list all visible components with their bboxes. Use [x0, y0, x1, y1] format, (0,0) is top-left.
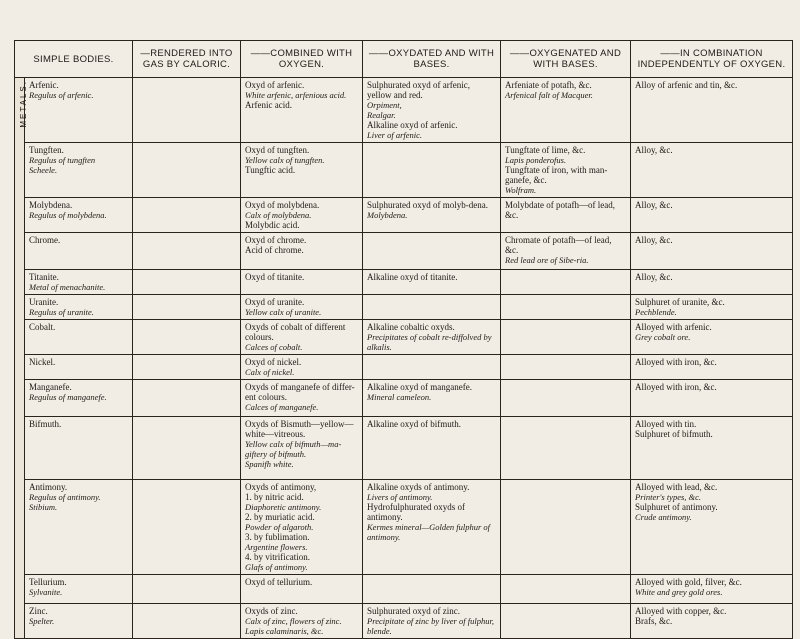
cell-line: Alkaline cobaltic oxyds.	[367, 322, 455, 332]
cell-line: Printer's types, &c.	[635, 492, 702, 502]
cell-caloric	[133, 198, 241, 233]
cell-simple	[25, 233, 133, 270]
cell-line: White arfenic, arfenious acid.	[245, 90, 347, 100]
cell-line: Stibium.	[29, 502, 58, 512]
cell-line: 1. by nitric acid.	[245, 492, 304, 502]
cell-line: Precipitates of cobalt re-diffolved by alkalis.	[367, 332, 492, 352]
cell-line: Sylvanite.	[29, 587, 63, 597]
cell-oxygen	[241, 380, 363, 417]
cell-oxydated	[363, 143, 501, 198]
cell-independently	[631, 320, 793, 355]
cell-independently	[631, 270, 793, 295]
cell-line: Sulphurated oxyd of arfenic, yellow and red.	[367, 80, 470, 100]
cell-line: Calx of zinc, flowers of zinc.	[245, 616, 342, 626]
cell-independently	[631, 480, 793, 575]
cell-line: Liver of arfenic.	[367, 130, 423, 140]
cell-oxygen	[241, 233, 363, 270]
cell-line: Uranite.	[29, 297, 59, 307]
cell-line: Molybdena.	[29, 200, 73, 210]
cell-oxydated	[363, 198, 501, 233]
cell-simple	[25, 604, 133, 639]
cell-line: Oxyds of zinc.	[245, 606, 298, 616]
cell-line: Mineral cameleon.	[367, 392, 432, 402]
cell-line: Arfenical falt of Macquer.	[505, 90, 593, 100]
cell-line: Calces of cobalt.	[245, 342, 303, 352]
cell-oxygen	[241, 355, 363, 380]
cell-oxydated	[363, 417, 501, 480]
cell-oxygenated	[501, 320, 631, 355]
cell-line: Alkaline oxyd of manganefe.	[367, 382, 472, 392]
cell-simple	[25, 78, 133, 143]
cell-line: Sulphurated oxyd of zinc.	[367, 606, 460, 616]
cell-oxygen	[241, 143, 363, 198]
cell-line: Regulus of antimony.	[29, 492, 101, 502]
table-row	[15, 575, 793, 604]
cell-line: Alloyed with iron, &c.	[635, 382, 717, 392]
chemistry-table	[14, 40, 793, 639]
cell-caloric	[133, 295, 241, 320]
cell-line: Oxyds of manganefe of differ-ent colours.	[245, 382, 355, 402]
cell-independently	[631, 417, 793, 480]
cell-line: Chromate of potafh—of lead, &c.	[505, 235, 612, 255]
cell-line: Tungftate of iron, with man-ganefe, &c.	[505, 165, 608, 185]
cell-oxygenated	[501, 295, 631, 320]
cell-oxydated	[363, 78, 501, 143]
cell-caloric	[133, 233, 241, 270]
cell-line: Sulphuret of uranite, &c.	[635, 297, 725, 307]
cell-line: Alkaline oxyd of titanite.	[367, 272, 458, 282]
cell-independently	[631, 355, 793, 380]
cell-line: Oxyd of nickel.	[245, 357, 302, 367]
cell-line: Arfeniate of potafh, &c.	[505, 80, 592, 90]
cell-line: Pechblende.	[635, 307, 677, 317]
cell-simple	[25, 143, 133, 198]
cell-line: Oxyd of chrome.	[245, 235, 307, 245]
cell-line: Tungftic acid.	[245, 165, 296, 175]
cell-line: Acid of chrome.	[245, 245, 304, 255]
cell-oxygenated	[501, 575, 631, 604]
cell-line: Bifmuth.	[29, 419, 62, 429]
cell-line: Arfenic acid.	[245, 100, 292, 110]
cell-caloric	[133, 417, 241, 480]
cell-line: Alloy, &c.	[635, 200, 673, 210]
cell-line: Alloy, &c.	[635, 272, 673, 282]
cell-caloric	[133, 270, 241, 295]
cell-simple	[25, 320, 133, 355]
cell-simple	[25, 575, 133, 604]
cell-line: Alloy of arfenic and tin, &c.	[635, 80, 738, 90]
cell-line: Wolfram.	[505, 185, 537, 195]
cell-line: Powder of algaroth.	[245, 522, 314, 532]
cell-line: 3. by fublimation.	[245, 532, 310, 542]
cell-line: 2. by muriatic acid.	[245, 512, 315, 522]
cell-line: Alloy, &c.	[635, 145, 673, 155]
cell-oxydated	[363, 380, 501, 417]
cell-line: Brafs, &c.	[635, 616, 673, 626]
cell-line: Oxyd of arfenic.	[245, 80, 305, 90]
cell-oxydated	[363, 480, 501, 575]
cell-oxydated	[363, 355, 501, 380]
cell-oxydated	[363, 295, 501, 320]
cell-line: Zinc.	[29, 606, 48, 616]
cell-caloric	[133, 320, 241, 355]
cell-oxygen	[241, 575, 363, 604]
cell-oxygenated	[501, 143, 631, 198]
cell-line: Alloyed with gold, filver, &c.	[635, 577, 742, 587]
cell-line: Regulus of uranite.	[29, 307, 94, 317]
cell-line: Tellurium.	[29, 577, 67, 587]
cell-line: Sulphurated oxyd of molyb-dena.	[367, 200, 488, 210]
cell-oxygen	[241, 270, 363, 295]
cell-line: Antimony.	[29, 482, 68, 492]
table-row	[15, 233, 793, 270]
cell-oxygenated	[501, 480, 631, 575]
cell-oxydated	[363, 233, 501, 270]
cell-line: Tungften.	[29, 145, 64, 155]
cell-oxygenated	[501, 198, 631, 233]
cell-line: Oxyd of molybdena.	[245, 200, 320, 210]
cell-line: Sulphuret of antimony.	[635, 502, 718, 512]
cell-caloric	[133, 143, 241, 198]
cell-oxygen	[241, 198, 363, 233]
cell-line: Molybdate of potafh—of lead, &c.	[505, 200, 615, 220]
cell-independently	[631, 143, 793, 198]
cell-caloric	[133, 480, 241, 575]
cell-line: Regulus of tungften	[29, 155, 96, 165]
cell-line: Yellow calx of uranite.	[245, 307, 322, 317]
cell-line: Cobalt.	[29, 322, 56, 332]
table-row	[15, 417, 793, 480]
cell-line: Oxyd of tungften.	[245, 145, 310, 155]
cell-simple	[25, 198, 133, 233]
table-row	[15, 480, 793, 575]
cell-simple	[25, 480, 133, 575]
cell-line: 4. by vitrification.	[245, 552, 311, 562]
cell-oxygen	[241, 295, 363, 320]
header-simple-bodies: SIMPLE BODIES.	[15, 41, 133, 78]
cell-line: Spanifh white.	[245, 459, 294, 469]
cell-line: Alloyed with iron, &c.	[635, 357, 717, 367]
header-rendered-into-gas: —RENDERED INTO GAS BY CALORIC.	[133, 41, 241, 78]
cell-line: Alloyed with arfenic.	[635, 322, 712, 332]
cell-oxygenated	[501, 355, 631, 380]
cell-line: Regulus of manganefe.	[29, 392, 107, 402]
table-row	[15, 320, 793, 355]
cell-independently	[631, 604, 793, 639]
cell-line: Titanite.	[29, 272, 59, 282]
cell-line: Molybdic acid.	[245, 220, 300, 230]
cell-line: White and grey gold ores.	[635, 587, 723, 597]
cell-oxydated	[363, 575, 501, 604]
cell-simple	[25, 417, 133, 480]
cell-line: Arfenic.	[29, 80, 59, 90]
cell-line: Regulus of arfenic.	[29, 90, 94, 100]
cell-oxydated	[363, 270, 501, 295]
table-row	[15, 198, 793, 233]
cell-line: Nickel.	[29, 357, 56, 367]
cell-line: Chrome.	[29, 235, 61, 245]
cell-line: Alkaline oxyd of bifmuth.	[367, 419, 462, 429]
table-body	[15, 78, 793, 639]
cell-line: Kermes mineral—Golden fulphur of antimony.	[367, 522, 491, 542]
cell-line: Spelter.	[29, 616, 55, 626]
cell-oxygenated	[501, 380, 631, 417]
cell-line: Calx of nickel.	[245, 367, 295, 377]
cell-line: Alloyed with copper, &c.	[635, 606, 727, 616]
cell-independently	[631, 78, 793, 143]
cell-line: Livers of antimony.	[367, 492, 433, 502]
cell-oxygen	[241, 417, 363, 480]
cell-simple	[25, 270, 133, 295]
cell-line: Molybdena.	[367, 210, 408, 220]
cell-line: Argentine flowers.	[245, 542, 308, 552]
cell-simple	[25, 295, 133, 320]
cell-oxygen	[241, 480, 363, 575]
table-row	[15, 295, 793, 320]
cell-line: Oxyd of uranite.	[245, 297, 305, 307]
cell-line: Red lead ore of Sibe-ria.	[505, 255, 589, 265]
table-row	[15, 78, 793, 143]
header-independently-of-oxygen: ——IN COMBINATION INDEPENDENTLY OF OXYGEN.	[631, 41, 793, 78]
cell-caloric	[133, 575, 241, 604]
cell-line: Manganefe.	[29, 382, 72, 392]
cell-line: Alloy, &c.	[635, 235, 673, 245]
cell-line: Scheele.	[29, 165, 58, 175]
cell-oxydated	[363, 320, 501, 355]
cell-line: Diaphoretic antimony.	[245, 502, 322, 512]
cell-line: Oxyds of cobalt of different colours.	[245, 322, 346, 342]
cell-line: Crude antimony.	[635, 512, 692, 522]
cell-line: Calx of molybdena.	[245, 210, 312, 220]
cell-caloric	[133, 78, 241, 143]
table-row	[15, 270, 793, 295]
cell-line: Glafs of antimony.	[245, 562, 308, 572]
side-label-text: METALS.	[19, 80, 28, 128]
cell-line: Lapis calaminaris, &c.	[245, 626, 324, 636]
cell-caloric	[133, 380, 241, 417]
cell-oxygenated	[501, 270, 631, 295]
cell-caloric	[133, 604, 241, 639]
header-row	[15, 41, 793, 78]
cell-line: Alloyed with lead, &c.	[635, 482, 718, 492]
cell-oxygenated	[501, 604, 631, 639]
cell-line: Precipitate of zinc by liver of fulphur, blende.	[367, 616, 494, 636]
cell-line: Metal of menachanite.	[29, 282, 106, 292]
table-row	[15, 355, 793, 380]
cell-line: Alloyed with tin.	[635, 419, 697, 429]
cell-line: Orpiment,	[367, 100, 402, 110]
cell-line: Yellow calx of bifmuth—ma-giftery of bifmuth.	[245, 439, 342, 459]
cell-line: Lapis ponderofus.	[505, 155, 567, 165]
cell-line: Sulphuret of bifmuth.	[635, 429, 713, 439]
cell-independently	[631, 295, 793, 320]
table-row	[15, 380, 793, 417]
cell-simple	[25, 380, 133, 417]
cell-line: Alkaline oxyds of antimony.	[367, 482, 470, 492]
cell-simple	[25, 355, 133, 380]
cell-line: Oxyds of Bismuth—yellow—white—vitreous.	[245, 419, 354, 439]
cell-oxygen	[241, 78, 363, 143]
cell-line: Regulus of molybdena.	[29, 210, 107, 220]
cell-oxydated	[363, 604, 501, 639]
cell-line: Hydrofulphurated oxyds of antimony.	[367, 502, 465, 522]
cell-line: Calces of manganefe.	[245, 402, 319, 412]
cell-line: Yellow calx of tungften.	[245, 155, 325, 165]
header-oxydated-with-bases: ——OXYDATED AND WITH BASES.	[363, 41, 501, 78]
cell-oxygenated	[501, 417, 631, 480]
cell-line: Tungftate of lime, &c.	[505, 145, 586, 155]
cell-oxygen	[241, 604, 363, 639]
table-row	[15, 604, 793, 639]
cell-independently	[631, 198, 793, 233]
table-row	[15, 143, 793, 198]
cell-line: Oxyds of antimony,	[245, 482, 317, 492]
cell-independently	[631, 233, 793, 270]
side-label	[15, 78, 28, 639]
cell-caloric	[133, 355, 241, 380]
cell-line: Oxyd of titanite.	[245, 272, 305, 282]
cell-oxygenated	[501, 233, 631, 270]
header-combined-with-oxygen: ——COMBINED WITH OXYGEN.	[241, 41, 363, 78]
cell-oxygenated	[501, 78, 631, 143]
cell-independently	[631, 380, 793, 417]
cell-line: Realgar.	[367, 110, 396, 120]
cell-independently	[631, 575, 793, 604]
cell-line: Alkaline oxyd of arfenic.	[367, 120, 458, 130]
cell-oxygen	[241, 320, 363, 355]
cell-line: Grey cobalt ore.	[635, 332, 691, 342]
header-oxygenated-with-bases: ——OXYGENATED AND WITH BASES.	[501, 41, 631, 78]
cell-line: Oxyd of tellurium.	[245, 577, 313, 587]
